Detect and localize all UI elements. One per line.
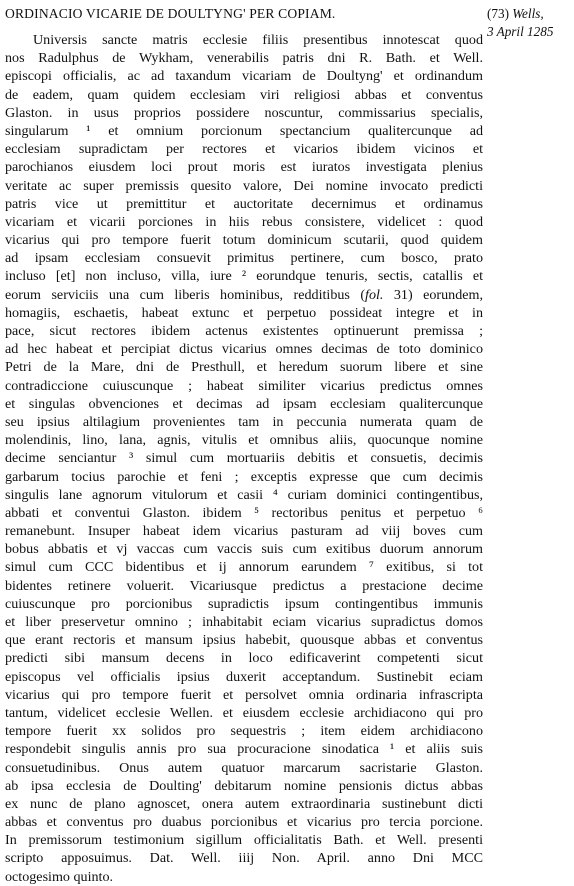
text-line: homagiis, eschaetis, habeat extunc et perpetuo possideat integre et in bbox=[5, 304, 483, 321]
text-line: et singulas obvenciones et decimas ad ipsam ecclesiam qualitercunque bbox=[5, 395, 483, 412]
text-line: ab ipsa ecclesia de Doulting' debitarum nomine pensionis dictus abbas bbox=[5, 777, 483, 794]
text-line: vicariam et vicarii porciones in hiis rebus consistere, videlicet : quod bbox=[5, 213, 483, 230]
text-line: simul cum CCC bidentibus et ij annorum earundem ⁷ exitibus, si tot bbox=[5, 559, 483, 576]
text-line: bobus abbatis et vj vaccas cum vaccis suis cum exitibus duorum annorum bbox=[5, 541, 483, 558]
text-line: eorum serviciis una cum liberis hominibus, redditibus (fol. 31) eorundem, bbox=[5, 286, 483, 303]
text-line: parochianos eiusdem loci prout moris est iuratos investigata plenius bbox=[5, 159, 483, 176]
margin-note-line-1 bbox=[487, 5, 573, 23]
text-line: octogesimo quinto. bbox=[5, 868, 114, 885]
text-line: vicarius qui pro tempore fuerit totum dominicum scutarii, quod quidem bbox=[5, 232, 483, 249]
text-line: veritate ac super premissis quesito valore, Dei nomine invocato predicti bbox=[5, 177, 483, 194]
text-line: tempore fuerit xx solidos pro sequestris ; item eidem archidiacono bbox=[5, 723, 483, 740]
text-line: tantum, videlicet ecclesie Wellen. et eiusdem ecclesie archidiacono qui pro bbox=[5, 704, 483, 721]
text-line: garbarum tocius parochie et feni ; exceptis expresse que cum decimis bbox=[5, 468, 483, 485]
text-line: episcopus vel officialis ipsius duxerit acceptandum. Sustinebit eciam bbox=[5, 668, 483, 685]
text-line: cuiuscunque pro porcionibus supradictis ipsum contingentibus immunis bbox=[5, 595, 483, 612]
text-line: de eadem, quam quidem ecclesiam viri religiosi abbas et conventus bbox=[5, 86, 483, 103]
text-line: predicti sibi mansum decens in loco edificaverint competenti sicut bbox=[5, 650, 483, 667]
text-line: vicarius qui pro tempore fuerit et persolvet omnia ordinaria infrascripta bbox=[5, 686, 483, 703]
text-line: molendinis, lino, lana, agnis, vitulis et omnibus aliis, quocunque nomine bbox=[5, 432, 483, 449]
text-line: pace, sicut rectores ibidem actenus existentes optinuerunt premissa ; bbox=[5, 323, 483, 339]
text-line: ex nunc de plano agnoscet, onera autem extraordinaria sustinebunt dicti bbox=[5, 795, 483, 812]
text-line: decime senciantur ³ simul cum mortuariis debitis et consuetis, decimis bbox=[5, 450, 483, 467]
text-line: et liber preservetur omnino ; inhabitabit eciam vicarius supradictus domos bbox=[5, 614, 483, 630]
text-line: singulis lane agnorum vitulorum et casii ⁴ curiam dominici contingentibus, bbox=[5, 486, 483, 503]
text-line: Universis sancte matris ecclesie filiis presentibus innotescat quod bbox=[33, 32, 483, 48]
text-line: ad hec habeat et percipiat dictus vicarius omnes decimas de toto dominico bbox=[5, 341, 483, 358]
margin-note-reference: (73) bbox=[487, 6, 509, 21]
text-line: abbati et conventui Glaston. ibidem ⁵ rectoribus penitus et perpetuo ⁶ bbox=[5, 504, 483, 521]
text-line: incluso [et] non incluso, villa, iure ² eorundque tenuris, sectis, catallis et bbox=[5, 268, 483, 285]
text-line: patris vice ut premittitur et auctoritate decernimus et ordinamus bbox=[5, 195, 483, 212]
text-line: Glaston. in usus proprios possidere noscuntur, commissarius specialis, bbox=[5, 104, 483, 121]
document-body bbox=[5, 31, 483, 886]
text-line: scripto apposuimus. Dat. Well. iiij Non. April. anno Dni MCC bbox=[5, 850, 483, 867]
document-heading: ORDINACIO VICARIE DE DOULTYNG' PER COPIAM. bbox=[5, 6, 336, 21]
text-line: singularum ¹ et omnium porcionum spectancium qualitercunque ad bbox=[5, 122, 483, 139]
text-line: que erant rectoris et mansum ipsius habebit, quousque abbas et conventus bbox=[5, 632, 483, 649]
text-line: seu ipsius altilagium provenientes tam in peccunia numerata quam de bbox=[5, 413, 483, 430]
text-line: bidentes retinere voluerit. Vicariusque predictus a prestacione decime bbox=[5, 577, 483, 594]
margin-note bbox=[487, 5, 573, 41]
text-line: Petri de la Mare, dni de Presthull, et heredum suorum libere et sine bbox=[5, 359, 483, 376]
text-line: nos Radulphus de Wykham, venerabilis patris dni R. Bath. et Well. bbox=[5, 50, 483, 67]
margin-note-place: Wells, bbox=[512, 6, 544, 21]
text-line: ecclesiam supradictam per rectores et vicarios ibidem vicinos et bbox=[5, 141, 483, 158]
text-line: episcopi officialis, ac ad taxandum vicariam de Doultyng' et ordinandum bbox=[5, 68, 483, 85]
margin-note-date: 3 April 1285 bbox=[487, 24, 554, 39]
text-line: ad ipsam ecclesiam consuevit primitus pertinere, cum bosco, prato bbox=[5, 250, 483, 267]
text-line: consuetudinibus. Onus autem quatuor marcarum sacristarie Glaston. bbox=[5, 759, 483, 776]
text-line: respondebit singulis annis pro sua procuracione sinodatica ¹ et aliis suis bbox=[5, 741, 483, 758]
text-line: remanebunt. Insuper habeat idem vicarius pasturam ad viij boves cum bbox=[5, 523, 483, 540]
text-line: abbas et conventus pro duabus porcionibus et vicarius pro tercia porcione. bbox=[5, 814, 483, 831]
text-line: In premissorum testimonium sigillum officialitatis Bath. et Well. presenti bbox=[5, 832, 483, 849]
text-line: contradiccione cuiuscunque ; habeat similiter vicarius predictus omnes bbox=[5, 377, 483, 394]
